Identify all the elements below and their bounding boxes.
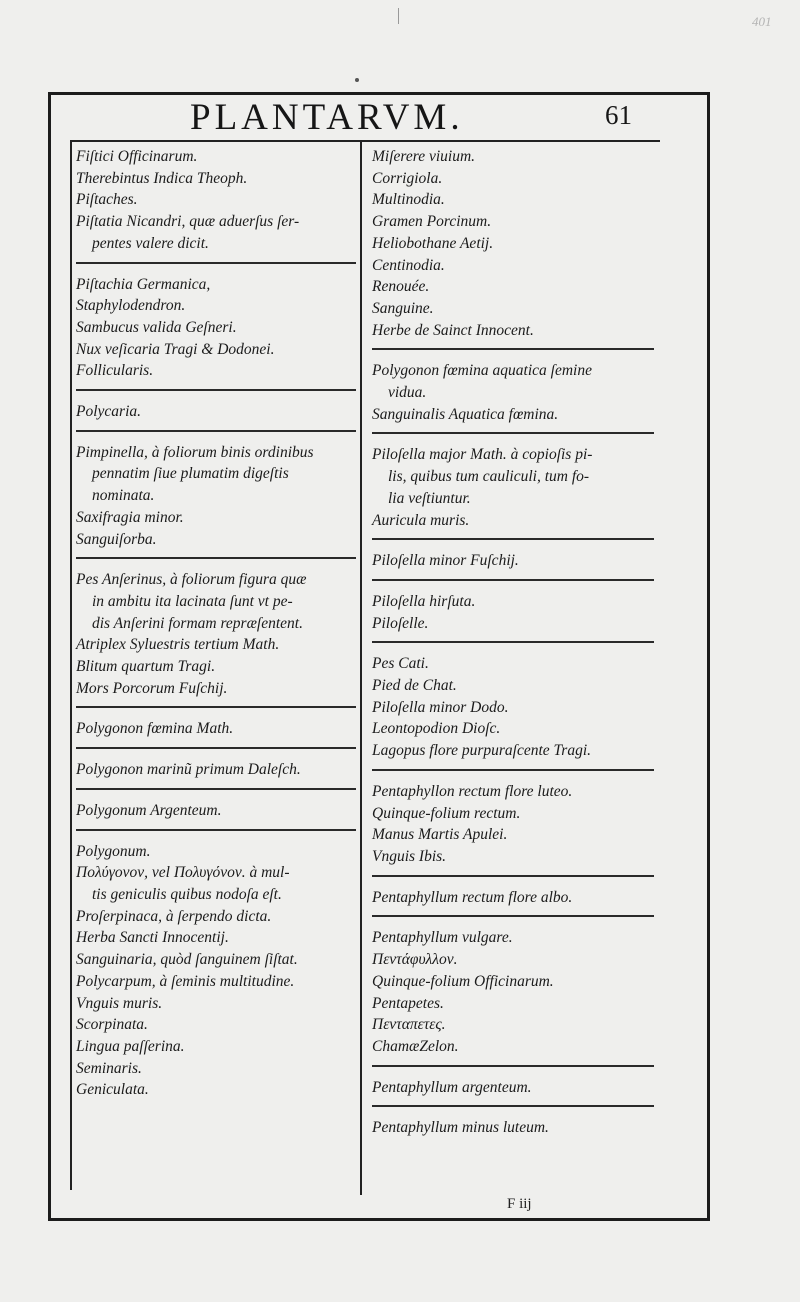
entry-line: Corrigiola. [372, 169, 443, 187]
entry-line: Pimpinella, à foliorum binis ordinibus [76, 443, 314, 461]
entry-line: Centinodia. [372, 256, 445, 274]
left-column-rule [70, 140, 72, 1190]
entry-separator-rule [76, 430, 356, 432]
entry-line: Lagopus flore purpuraſcente Tragi. [372, 742, 592, 760]
entry-line: pentes valere dicit. [92, 234, 209, 252]
entry-separator-rule [372, 538, 654, 540]
entry-separator-rule [76, 389, 356, 391]
entry-line: Gramen Porcinum. [372, 213, 492, 231]
entry-line: Seminaris. [76, 1059, 142, 1077]
entry-line: Pentaphyllum argenteum. [372, 1078, 532, 1096]
entry-line: vidua. [388, 384, 427, 402]
entry-line: Sanguine. [372, 299, 434, 317]
entry-line: in ambitu ita lacinata ſunt vt pe- [92, 592, 293, 610]
entry-line: Sambucus valida Geſneri. [76, 318, 237, 336]
entry-line: Heliobothane Aetij. [372, 234, 494, 252]
frame-left-rule [48, 92, 51, 1220]
entry-line: Quinque-folium Officinarum. [372, 972, 554, 990]
entry-line: tis geniculis quibus nodoſa eſt. [92, 885, 282, 903]
entry-line: Proſerpinaca, à ſerpendo dicta. [76, 907, 272, 925]
top-dot-mark [355, 78, 359, 82]
entry-group [372, 781, 654, 868]
entry-line: nominata. [92, 487, 155, 505]
page-number: 61 [605, 100, 632, 130]
entry-line: Nux veſicaria Tragi & Dodonei. [76, 340, 275, 358]
entry-group [76, 569, 356, 699]
entry-group [372, 1077, 654, 1099]
entry-group [372, 146, 654, 341]
top-tick-mark [398, 8, 399, 24]
entry-separator-rule [76, 262, 356, 264]
entry-line: Therebintus Indica Theoph. [76, 169, 248, 187]
entry-group [372, 550, 654, 572]
entry-line: Miſerere viuium. [372, 148, 476, 165]
running-title: PLANTARVM. [190, 97, 464, 138]
entry-line: Staphylodendron. [76, 297, 186, 315]
entry-separator-rule [76, 788, 356, 790]
entry-separator-rule [76, 557, 356, 559]
entry-separator-rule [76, 829, 356, 831]
entry-group [372, 444, 654, 531]
entry-line: ChamæZelon. [372, 1037, 459, 1055]
entry-line: Geniculata. [76, 1081, 149, 1099]
entry-line: Sanguinaria, quòd ſanguinem ſiſtat. [76, 951, 298, 969]
entry-line: Piloſella major Math. à copioſis pi- [372, 446, 593, 464]
entry-line: Leontopodion Dioſc. [372, 720, 501, 738]
entry-group [76, 442, 356, 551]
center-column-rule [360, 140, 362, 1195]
entry-separator-rule [76, 706, 356, 708]
entry-group [372, 927, 654, 1057]
entry-line: Polygonon marinũ primum Daleſch. [76, 761, 301, 779]
entry-separator-rule [372, 641, 654, 643]
entry-line: Sanguiſorba. [76, 530, 157, 548]
frame-top-rule [48, 92, 710, 95]
entry-line: Vnguis Ibis. [372, 847, 447, 865]
entry-line: Mors Porcorum Fuſchij. [76, 679, 228, 697]
entry-line: Polygonon fœmina Math. [76, 720, 234, 738]
entry-line: Pentapetes. [372, 994, 444, 1012]
entry-group [76, 841, 356, 1101]
entry-group [76, 146, 356, 255]
entry-separator-rule [372, 432, 654, 434]
entry-line: Pied de Chat. [372, 677, 457, 695]
entry-line: Pes Cati. [372, 655, 429, 673]
left-column [76, 146, 356, 1101]
entry-group [76, 800, 356, 822]
entry-separator-rule [372, 1105, 654, 1107]
entry-line: Vnguis muris. [76, 994, 163, 1012]
entry-line: Quinque-folium rectum. [372, 804, 521, 822]
entry-line: Manus Martis Apulei. [372, 826, 508, 844]
entry-separator-rule [372, 1065, 654, 1067]
entry-line: Saxifragia minor. [76, 508, 184, 526]
entry-separator-rule [372, 875, 654, 877]
entry-line: Pes Anſerinus, à foliorum figura quæ [76, 571, 307, 589]
entry-line: lia veſtiuntur. [388, 489, 471, 507]
entry-group [76, 274, 356, 383]
entry-line: Multinodia. [372, 191, 445, 209]
header-rule [70, 140, 660, 142]
entry-line: Πολύγονον, vel Πολυγόνον. à mul- [76, 864, 290, 882]
entry-line: Blitum quartum Tragi. [76, 658, 216, 676]
entry-line: Atriplex Syluestris tertium Math. [76, 636, 280, 654]
entry-line: Fiſtici Officinarum. [76, 148, 198, 165]
entry-group [76, 759, 356, 781]
entry-line: Sanguinalis Aquatica fœmina. [372, 405, 559, 423]
entry-group [372, 887, 654, 909]
entry-group [372, 591, 654, 634]
entry-separator-rule [372, 769, 654, 771]
entry-line: Piloſelle. [372, 614, 429, 632]
frame-right-rule [707, 92, 710, 1220]
entry-line: Polycaria. [76, 403, 141, 421]
entry-line: Piloſella minor Fuſchij. [372, 552, 519, 570]
frame-bottom-rule [48, 1218, 710, 1221]
entry-line: Πεντάφυλλον. [372, 951, 458, 969]
signature-mark: F iij [507, 1196, 532, 1212]
entry-line: lis, quibus tum cauliculi, tum fo- [388, 468, 590, 486]
entry-separator-rule [372, 579, 654, 581]
entry-line: Pentaphyllum vulgare. [372, 929, 513, 947]
entry-line: Piſtaches. [76, 191, 138, 209]
entry-group [76, 401, 356, 423]
entry-line: Auricula muris. [372, 511, 470, 529]
entry-line: Follicularis. [76, 362, 154, 380]
entry-line: Polygonon fœmina aquatica ſemine [372, 362, 592, 380]
entry-line: Polycarpum, à ſeminis multitudine. [76, 972, 295, 990]
entry-line: Πενταπετες. [372, 1016, 446, 1034]
entry-line: Piloſella hirſuta. [372, 592, 476, 610]
entry-separator-rule [372, 348, 654, 350]
entry-line: Renouée. [372, 278, 430, 296]
entry-line: Piſtatia Nicandri, quæ aduerſus ſer- [76, 213, 300, 231]
entry-line: Piloſella minor Dodo. [372, 698, 509, 716]
entry-line: Pentaphyllum minus luteum. [372, 1119, 549, 1137]
entry-line: Polygonum. [76, 842, 151, 860]
corner-pencil-number: 401 [752, 14, 772, 29]
entry-line: Scorpinata. [76, 1016, 148, 1034]
entry-separator-rule [76, 747, 356, 749]
entry-line: Pentaphyllum rectum flore albo. [372, 888, 573, 906]
entry-line: Herba Sancti Innocentij. [76, 929, 229, 947]
entry-line: dis Anſerini formam repræſentent. [92, 614, 303, 632]
entry-group [372, 653, 654, 762]
entry-separator-rule [372, 915, 654, 917]
entry-group [372, 360, 654, 425]
entry-line: Herbe de Sainct Innocent. [372, 321, 534, 339]
entry-line: Pentaphyllon rectum flore luteo. [372, 782, 573, 800]
entry-group [372, 1117, 654, 1139]
entry-line: Lingua paſſerina. [76, 1037, 185, 1055]
entry-group [76, 718, 356, 740]
entry-line: pennatim ſiue plumatim digeſtis [92, 465, 289, 483]
entry-line: Piſtachia Germanica, [76, 275, 211, 293]
right-column [372, 146, 654, 1139]
entry-line: Polygonum Argenteum. [76, 801, 222, 819]
